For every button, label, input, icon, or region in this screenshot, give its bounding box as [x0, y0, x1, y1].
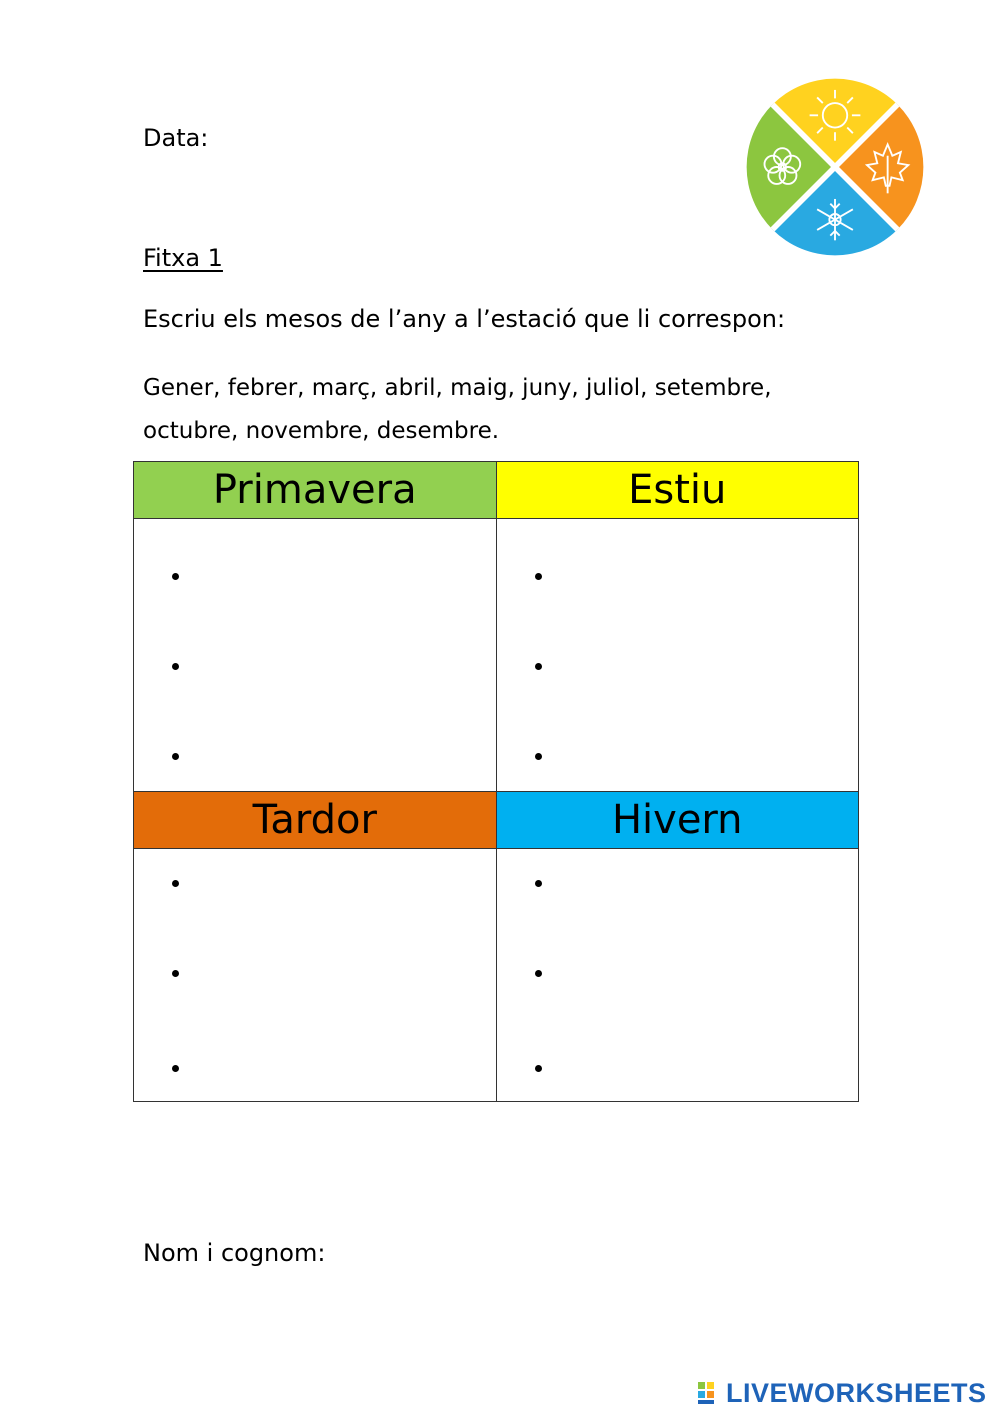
instructions: Escriu els mesos de l’any a l’estació que li correspon:	[143, 305, 786, 333]
bullet-point	[535, 753, 545, 763]
seasons-logo	[741, 73, 929, 261]
season-table	[133, 461, 859, 1102]
season-header-tardor: Tardor	[134, 792, 497, 849]
bullet-point	[172, 573, 182, 583]
bullet-point	[172, 663, 182, 673]
bullet-point	[535, 970, 545, 980]
season-header-estiu: Estiu	[496, 462, 859, 519]
season-answer-estiu[interactable]	[496, 519, 859, 792]
brand-logo-icon	[698, 1380, 724, 1406]
season-answer-primavera[interactable]	[134, 519, 497, 792]
month-list: Gener, febrer, març, abril, maig, juny, juliol, setembre, octubre, novembre, desembre.	[143, 375, 772, 444]
footer-brand[interactable]	[698, 1375, 987, 1411]
season-header-primavera: Primavera	[134, 462, 497, 519]
bullet-point	[535, 880, 545, 890]
season-answer-hivern[interactable]	[496, 849, 859, 1102]
bullet-point	[172, 970, 182, 980]
bullet-point	[535, 663, 545, 673]
date-label: Data:	[143, 124, 209, 152]
bullet-point	[172, 1065, 182, 1075]
season-header-hivern: Hivern	[496, 792, 859, 849]
bullet-point	[535, 1065, 545, 1075]
sheet-title: Fitxa 1	[143, 244, 223, 272]
name-label: Nom i cognom:	[143, 1239, 326, 1267]
bullet-point	[535, 573, 545, 583]
brand-name: LIVEWORKSHEETS	[726, 1377, 987, 1408]
bullet-point	[172, 880, 182, 890]
bullet-point	[172, 753, 182, 763]
season-answer-tardor[interactable]	[134, 849, 497, 1102]
